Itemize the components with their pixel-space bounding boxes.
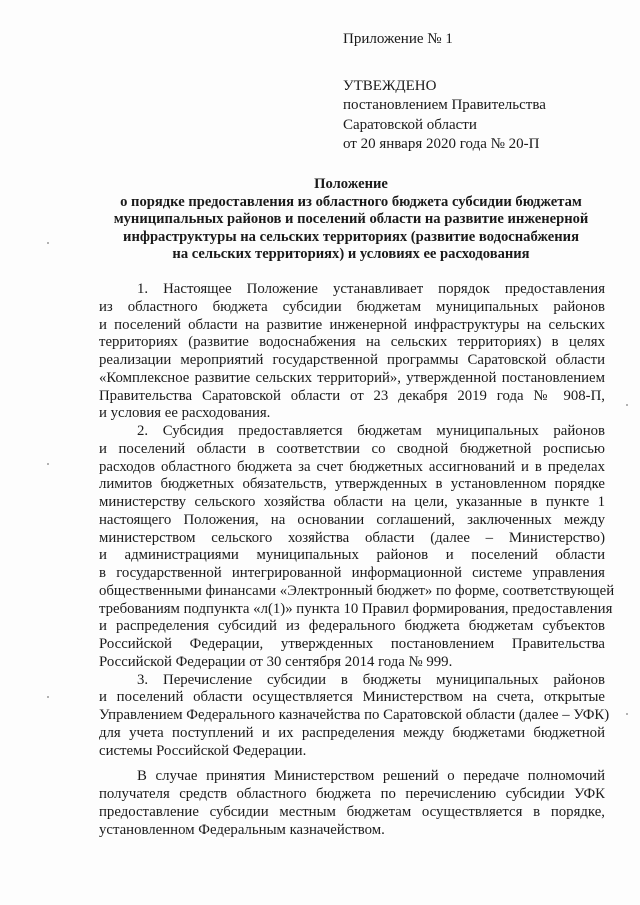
text-line: 3. Перечисление субсидии в бюджеты муниципальных районов — [137, 671, 605, 688]
scan-speck — [47, 696, 49, 698]
text-line: и поселений области осуществляется Министерством на счета, открытые — [99, 689, 605, 706]
text-line: 2. Субсидия предоставляется бюджетам муниципальных районов — [137, 423, 605, 439]
text-line: из областного бюджета субсидии бюджетам муниципальных районов — [99, 298, 605, 315]
scan-speck — [626, 404, 628, 406]
text-line: Российской Федерации от 30 сентября 2014 года № 999. — [99, 653, 453, 670]
text-line: «Комплексное развитие сельских территорий», утвержденной постановлением — [99, 369, 605, 386]
text-line: Управлением Федерального казначейства по Саратовской области (далее – УФК) — [99, 707, 610, 723]
title-line: на сельских территориях) и условиях ее расходования — [172, 246, 530, 263]
text-line: 1. Настоящее Положение устанавливает порядок предоставления — [137, 281, 605, 297]
text-line: и условия ее расходования. — [99, 405, 271, 422]
text-line: в государственной интегрированной информационной системе управления — [99, 565, 605, 581]
text-line: общественными финансами «Электронный бюджет» по форме, соответствующей — [99, 582, 615, 599]
approval-stamp-block — [343, 30, 603, 155]
text-line: Правительства Саратовской области от 23 декабря 2019 года № 908-П, — [99, 387, 605, 404]
text-line: получателя средств областного бюджета по перечислению субсидии УФК — [99, 786, 605, 802]
text-line: и распределения субсидий из федерального бюджета бюджетам субъектов — [99, 618, 605, 635]
approved-label: УТВЕЖДЕНО — [343, 77, 437, 94]
text-line: реализации мероприятий государственной программы Саратовской области — [99, 352, 605, 368]
text-line: Российской Федерации, утвержденных постановлением Правительства — [99, 636, 605, 652]
text-line: для учета поступлений и их распределения между бюджетами бюджетной — [99, 724, 605, 741]
text-line: В случае принятия Министерством решений о передаче полномочий — [137, 768, 605, 785]
text-line: территориях (развитие водоснабжения на сельских территориях) в целях — [99, 334, 605, 351]
document-body — [99, 281, 615, 839]
approved-by-line: от 20 января 2020 года № 20-П — [343, 136, 540, 152]
scan-speck — [47, 463, 49, 465]
text-line: и поселений области в соответствии со сводной бюджетной росписью — [99, 440, 605, 457]
scan-speck — [47, 242, 49, 244]
text-line: настоящего Положения, на основании соглашений, заключенных между — [99, 511, 605, 528]
text-line: установленном Федеральным казначейством. — [99, 821, 385, 838]
text-line: расходов областного бюджета за счет бюджетных ассигнований и в пределах — [99, 458, 605, 475]
appendix-number: Приложение № 1 — [343, 31, 453, 47]
text-line: и администрациями муниципальных районов и поселений области — [99, 547, 605, 564]
text-line: министерству сельского хозяйства области на цели, указанные в пункте 1 — [99, 494, 605, 510]
scan-speck — [626, 713, 628, 715]
approved-by-line: Саратовской области — [343, 116, 477, 133]
title-line: о порядке предоставления из областного бюджета субсидии бюджетам — [120, 193, 582, 210]
text-line: лимитов бюджетных обязательств, утвержденных в установленном порядке — [99, 476, 605, 493]
text-line: и поселений области на развитие инженерной инфраструктуры на сельских — [99, 316, 605, 333]
approved-by-line: постановлением Правительства — [343, 97, 546, 113]
title-line: муниципальных районов и поселений области на развитие инженерной — [113, 211, 589, 228]
paragraph-2 — [99, 423, 615, 672]
title-line: Положение — [314, 176, 388, 192]
text-line: министерством сельского хозяйства области (далее – Министерство) — [99, 529, 605, 546]
text-line: системы Российской Федерации. — [99, 742, 307, 759]
paragraph-3 — [99, 671, 610, 761]
title-line: инфраструктуры на сельских территориях (развитие водоснабжения — [123, 228, 579, 245]
text-line: требованиям подпункта «л(1)» пункта 10 Правил формирования, предоставления — [99, 600, 613, 617]
document-title — [96, 176, 606, 264]
paragraph-4 — [99, 768, 605, 839]
paragraph-1 — [99, 281, 605, 423]
text-line: предоставление субсидии местным бюджетам осуществляется в порядке, — [99, 803, 605, 820]
